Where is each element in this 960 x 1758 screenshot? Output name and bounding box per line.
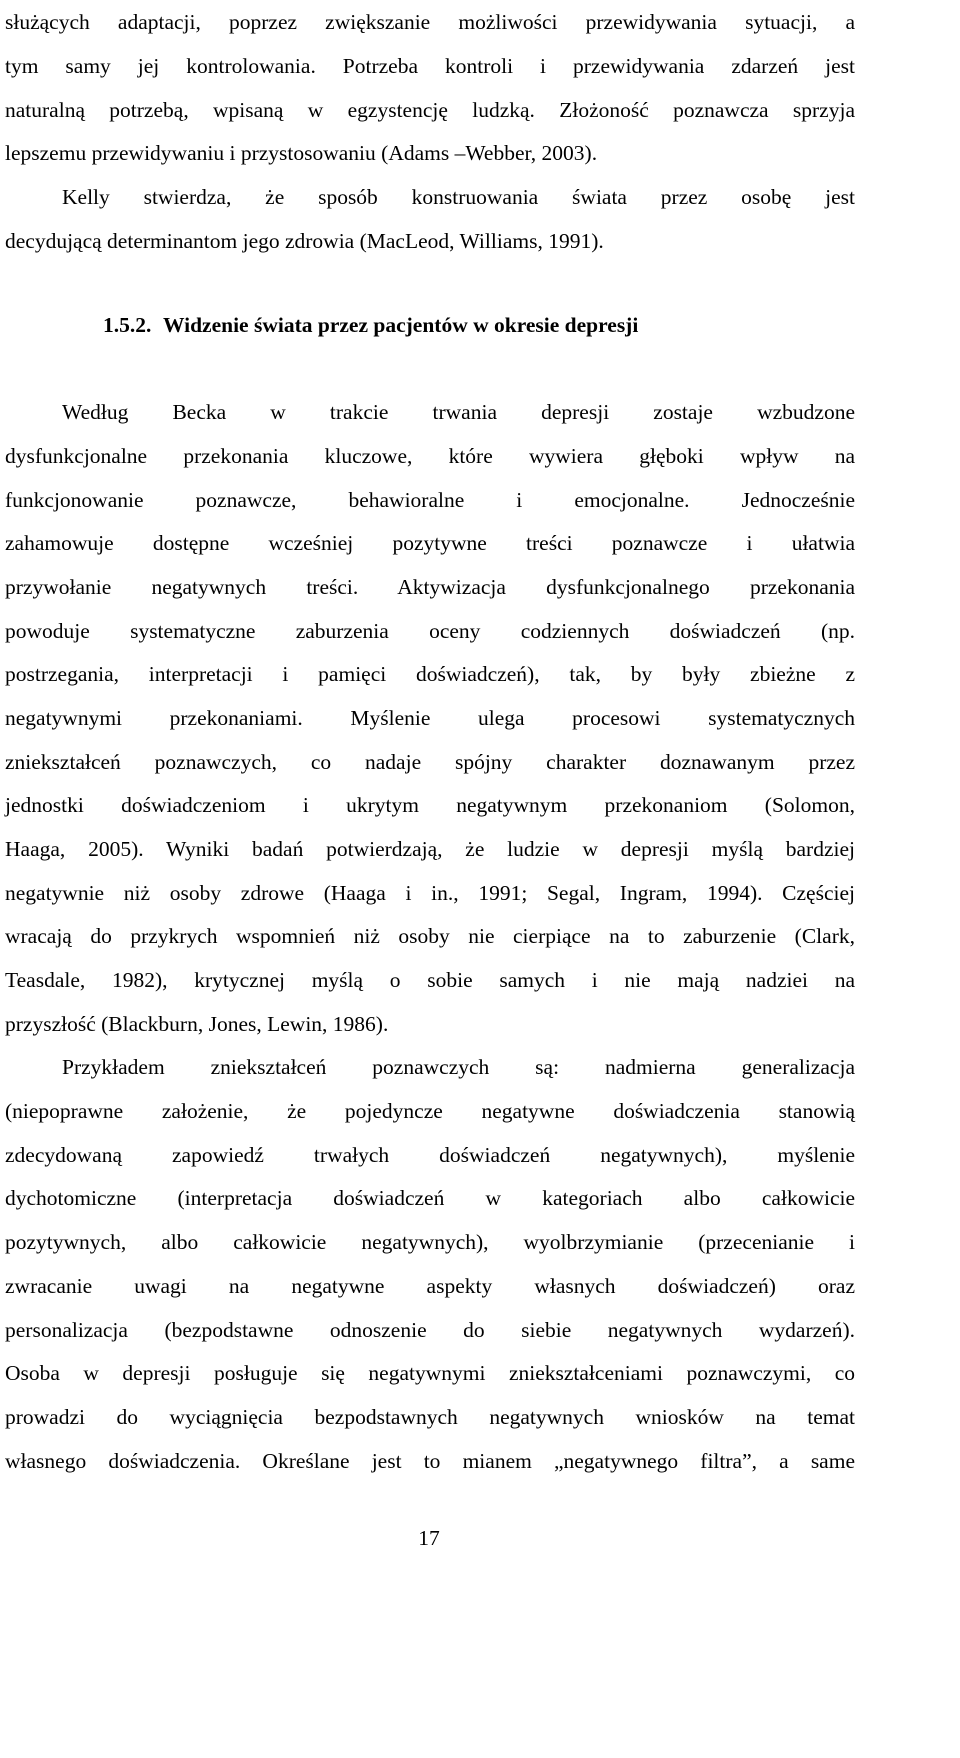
text-line: Osoba w depresji posługuje się negatywnymi zniekształceniami poznawczymi, co [5, 1361, 855, 1385]
text-line: zniekształceń poznawczych, co nadaje spójny charakter doznawanym przez [5, 750, 855, 774]
text-line: naturalną potrzebą, wpisaną w egzystencję ludzką. Złożoność poznawcza sprzyja [5, 98, 855, 122]
text-line: personalizacja (bezpodstawne odnoszenie do siebie negatywnych wydarzeń). [5, 1318, 855, 1342]
text-line: zwracanie uwagi na negatywne aspekty własnych doświadczeń) oraz [5, 1274, 855, 1298]
text-line: prowadzi do wyciągnięcia bezpodstawnych negatywnych wniosków na temat [5, 1405, 855, 1429]
text-line: zdecydowaną zapowiedź trwałych doświadczeń negatywnych), myślenie [5, 1143, 855, 1167]
text-line: lepszemu przewidywaniu i przystosowaniu (Adams –Webber, 2003). [5, 141, 598, 165]
text-line: wracają do przykrych wspomnień niż osoby nie cierpiące na to zaburzenie (Clark, [5, 924, 855, 948]
text-line: jednostki doświadczeniom i ukrytym negatywnym przekonaniom (Solomon, [5, 793, 855, 817]
text-line: przyszłość (Blackburn, Jones, Lewin, 1986). [5, 1012, 389, 1036]
text-line: Kelly stwierdza, że sposób konstruowania świata przez osobę jest [62, 185, 855, 209]
text-line: tym samy jej kontrolowania. Potrzeba kontroli i przewidywania zdarzeń jest [5, 54, 855, 78]
text-line: Haaga, 2005). Wyniki badań potwierdzają, że ludzie w depresji myślą bardziej [5, 837, 855, 861]
text-line: pozytywnych, albo całkowicie negatywnych), wyolbrzymianie (przecenianie i [5, 1230, 855, 1254]
text-line: własnego doświadczenia. Określane jest to mianem „negatywnego filtra”, a same [5, 1449, 855, 1473]
text-line: przywołanie negatywnych treści. Aktywizacja dysfunkcjonalnego przekonania [5, 575, 855, 599]
text-line: negatywnie niż osoby zdrowe (Haaga i in., 1991; Segal, Ingram, 1994). Częściej [5, 881, 855, 905]
text-line: postrzegania, interpretacji i pamięci doświadczeń), tak, by były zbieżne z [5, 662, 855, 686]
text-line: decydującą determinantom jego zdrowia (MacLeod, Williams, 1991). [5, 229, 604, 253]
text-line: zahamowuje dostępne wcześniej pozytywne treści poznawcze i ułatwia [5, 531, 855, 555]
text-line: funkcjonowanie poznawcze, behawioralne i emocjonalne. Jednocześnie [5, 488, 855, 512]
text-line: służących adaptacji, poprzez zwiększanie możliwości przewidywania sytuacji, a [5, 10, 855, 34]
text-line: dysfunkcjonalne przekonania kluczowe, które wywiera głęboki wpływ na [5, 444, 855, 468]
section-number: 1.5.2. [103, 313, 152, 337]
text-line: powoduje systematyczne zaburzenia oceny codziennych doświadczeń (np. [5, 619, 855, 643]
text-line: Teasdale, 1982), krytycznej myślą o sobie samych i nie mają nadziei na [5, 968, 855, 992]
page-number: 17 [418, 1526, 440, 1550]
text-line: (niepoprawne założenie, że pojedyncze negatywne doświadczenia stanowią [5, 1099, 855, 1123]
section-title: Widzenie świata przez pacjentów w okresie depresji [163, 313, 639, 337]
text-line: negatywnymi przekonaniami. Myślenie ulega procesowi systematycznych [5, 706, 855, 730]
text-line: Według Becka w trakcie trwania depresji zostaje wzbudzone [62, 400, 855, 424]
text-line: Przykładem zniekształceń poznawczych są: nadmierna generalizacja [62, 1055, 855, 1079]
text-line: dychotomiczne (interpretacja doświadczeń w kategoriach albo całkowicie [5, 1186, 855, 1210]
